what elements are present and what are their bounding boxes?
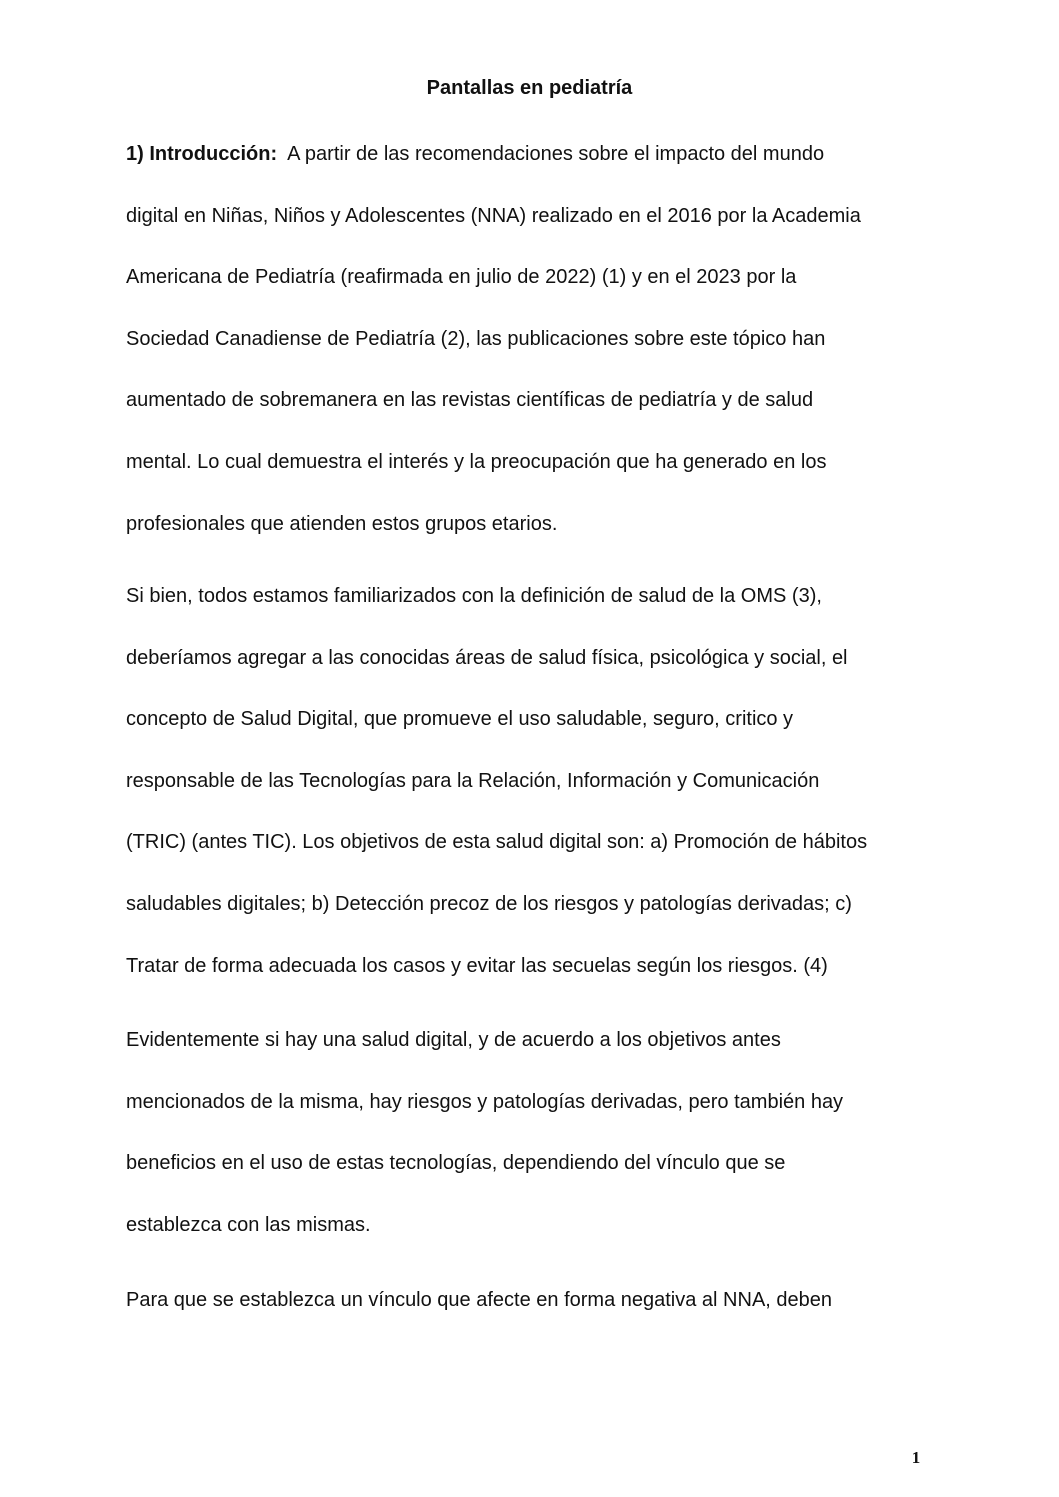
paragraph-risks-benefits	[126, 1010, 926, 1256]
page-number: 1	[911, 1448, 921, 1467]
paragraph-line: deberíamos agregar a las conocidas áreas de salud física, psicológica y social, el	[126, 646, 848, 669]
paragraph-line: concepto de Salud Digital, que promueve el uso saludable, seguro, critico y	[126, 708, 794, 731]
paragraph-line: responsable de las Tecnologías para la Relación, Información y Comunicación	[126, 769, 820, 792]
paragraph-line: Americana de Pediatría (reafirmada en julio de 2022) (1) y en el 2023 por la	[126, 266, 797, 289]
section-heading: 1) Introducción:	[126, 143, 278, 165]
paragraph-line: 1) Introducción: A partir de las recomendaciones sobre el impacto del mundo	[126, 143, 825, 165]
paragraph-digital-health	[126, 566, 926, 997]
paragraph-line: establezca con las mismas.	[126, 1213, 371, 1236]
document-title: Pantallas en pediatría	[426, 77, 633, 99]
paragraph-line: Tratar de forma adecuada los casos y evitar las secuelas según los riesgos. (4)	[126, 954, 828, 977]
paragraph-line: profesionales que atienden estos grupos etarios.	[126, 512, 558, 535]
paragraph-line: mencionados de la misma, hay riesgos y patologías derivadas, pero también hay	[126, 1090, 844, 1113]
paragraph-line: Sociedad Canadiense de Pediatría (2), las publicaciones sobre este tópico han	[126, 327, 826, 350]
paragraph-line: mental. Lo cual demuestra el interés y la preocupación que ha generado en los	[126, 450, 827, 473]
paragraph-line: saludables digitales; b) Detección precoz de los riesgos y patologías derivadas; c)	[126, 892, 852, 915]
paragraph-line: aumentado de sobremanera en las revistas científicas de pediatría y de salud	[126, 389, 814, 412]
paragraph-introduction	[126, 124, 926, 555]
paragraph-line: beneficios en el uso de estas tecnologías, dependiendo del vínculo que se	[126, 1152, 786, 1175]
paragraph-line: digital en Niñas, Niños y Adolescentes (NNA) realizado en el 2016 por la Academia	[126, 204, 861, 227]
paragraph-negative-link	[126, 1270, 926, 1332]
paragraph-line: Si bien, todos estamos familiarizados con la definición de salud de la OMS (3),	[126, 585, 822, 607]
paragraph-line: Evidentemente si hay una salud digital, y de acuerdo a los objetivos antes	[126, 1029, 781, 1051]
paragraph-line: (TRIC) (antes TIC). Los objetivos de esta salud digital son: a) Promoción de hábitos	[126, 831, 868, 854]
paragraph-line: Para que se establezca un vínculo que afecte en forma negativa al NNA, deben	[126, 1289, 833, 1311]
